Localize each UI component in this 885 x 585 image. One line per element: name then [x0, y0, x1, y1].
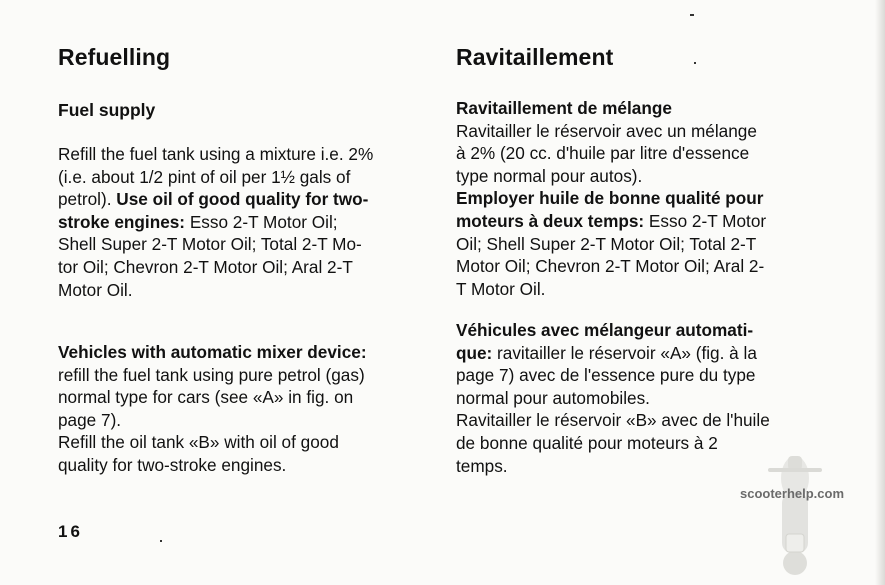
- text-line: de bonne qualité pour moteurs à 2: [456, 432, 718, 453]
- text-emphasis: stroke engines:: [58, 211, 186, 232]
- melangeur-paragraph: [456, 319, 770, 477]
- scan-speck: [160, 540, 162, 542]
- ravitaillement-paragraph: [456, 97, 766, 300]
- text-emphasis: que:: [456, 342, 493, 363]
- text-line: quality for two-stroke engines.: [58, 454, 287, 475]
- subtitle-ravitaillement-melange: Ravitaillement de mélange: [456, 98, 672, 118]
- text-line: Esso 2-T Motor Oil;: [185, 211, 338, 232]
- scooter-watermark-icon: [760, 438, 830, 578]
- section-title-ravitaillement: Ravitaillement: [456, 44, 614, 70]
- text-line: (i.e. about 1/2 pint of oil per 1½ gals of: [58, 166, 351, 187]
- text-line: tor Oil; Chevron 2-T Motor Oil; Aral 2-T: [58, 256, 353, 277]
- scan-speck: [690, 14, 694, 16]
- text-line: page 7).: [58, 409, 122, 430]
- text-emphasis: moteurs à deux temps:: [456, 210, 645, 231]
- text-line: Shell Super 2-T Motor Oil; Total 2-T Mo-: [58, 234, 362, 255]
- text-line: Motor Oil.: [58, 279, 133, 300]
- text-line: Motor Oil; Chevron 2-T Motor Oil; Aral 2-: [456, 256, 765, 277]
- page-edge: [875, 0, 885, 585]
- fuel-supply-paragraph: [58, 143, 373, 301]
- text-line: ravitailler le réservoir «A» (fig. à la: [492, 342, 757, 363]
- text-line: à 2% (20 cc. d'huile par litre d'essence: [456, 143, 750, 164]
- text-line: temps.: [456, 455, 508, 476]
- watermark-scooterhelp: scooterhelp.com: [740, 486, 845, 501]
- mixer-device-heading: Vehicles with automatic mixer device:: [58, 342, 367, 362]
- text-line: petrol).: [58, 189, 117, 210]
- mixer-device-paragraph: [58, 341, 367, 477]
- page-number: 16: [58, 522, 83, 541]
- text-line: Refill the fuel tank using a mixture i.e. 2%: [58, 144, 374, 164]
- text-line: Ravitailler le réservoir «B» avec de l'huile: [456, 410, 770, 431]
- section-title-refuelling: Refuelling: [58, 44, 171, 70]
- text-emphasis: Use oil of good quality for two-: [116, 189, 369, 210]
- text-line: type normal pour autos).: [456, 165, 643, 186]
- text-line: refill the fuel tank using pure petrol (gas): [58, 364, 365, 385]
- text-line: normal pour automobiles.: [456, 387, 650, 408]
- text-line: Refill the oil tank «B» with oil of good: [58, 432, 339, 453]
- scan-speck: [694, 62, 696, 64]
- text-line: Ravitailler le réservoir avec un mélange: [456, 120, 757, 141]
- text-line: normal type for cars (see «A» in fig. on: [58, 387, 354, 408]
- text-line: T Motor Oil.: [456, 278, 546, 299]
- melangeur-heading: Véhicules avec mélangeur automati-: [456, 320, 754, 340]
- text-line: Oil; Shell Super 2-T Motor Oil; Total 2-T: [456, 233, 757, 254]
- text-line: Esso 2-T Motor: [644, 210, 767, 231]
- text-emphasis: Employer huile de bonne qualité pour: [456, 188, 764, 209]
- subtitle-fuel-supply: Fuel supply: [58, 100, 156, 120]
- text-line: page 7) avec de l'essence pure du type: [456, 365, 756, 386]
